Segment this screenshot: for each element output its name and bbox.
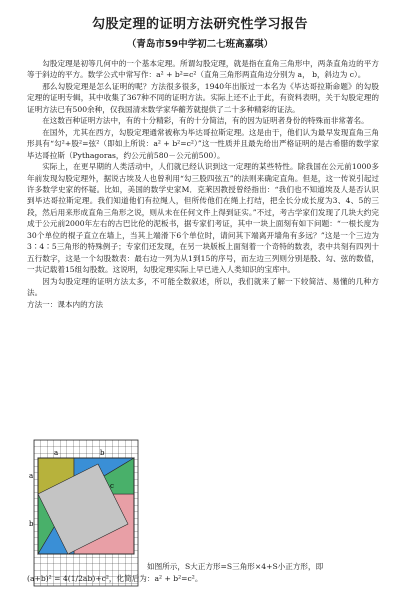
label-a-left: a [29, 472, 34, 480]
paragraph-transition: 因为勾股定理的证明方法太多，不可能全数叙述，所以，我们就来了解一下较简洁、易懂的几种方法。 [27, 276, 379, 298]
label-c-inner: c [110, 482, 114, 490]
method-one-label: 方法一：课本内的方法 [27, 299, 103, 309]
caption-line-2: (a+b)² = 4(1/2ab)+c²，化简后为：a² + b²=c²。 [27, 573, 203, 583]
paragraph-intro: 勾股定理是初等几何中的一个基本定理。所谓勾股定理，就是指在直角三角形中，两条直角边的平方等于斜边的平方。数学公式中常写作：a² + b²=c²（直角三角形两直角边分别为 a， b，斜边为 c）。 [27, 59, 379, 80]
paragraph-pythagoras: 在国外，尤其在西方，勾股定理通常被称为毕达哥拉斯定理。这是由于，他们认为最早发现直角三角形具有“勾²+股²=弦²（即如上所说：a² + b²=c²）”这一性质并且最先给出严格证明的是古希腊的数学家毕达哥拉斯（Pythagoras，约公元前580－公元前500）。 [27, 127, 379, 160]
caption-line-1: 如图所示，S大正方形=S三角形×4+S小正方形，即 [147, 562, 324, 571]
label-b-left: b [29, 520, 34, 528]
report-author: （青岛市59中学初二七班高嘉琪） [126, 39, 274, 50]
label-b-top: b [100, 449, 105, 457]
label-a-top: a [54, 449, 59, 457]
paragraph-methods-count: 那么勾股定理是怎么证明的呢？方法很多很多，1940年出版过一本名为《毕达哥拉斯命题》的勾股定理的证明专辑，其中收集了367种不同的证明方法。实际上还不止于此，有资料表明，关于勾股定理的证明方法已有500余种，仅我国清末数学家华蘅芳就提供了二十多种精彩的证法。 [27, 81, 379, 114]
paragraph-famous-proofs: 在这数百种证明方法中，有的十分精彩，有的十分简洁，有的因为证明者身份的特殊而非常著名。 [42, 116, 369, 126]
report-body [27, 58, 379, 310]
figure-caption [27, 561, 379, 584]
report-title: 勾股定理的证明方法研究性学习报告 [91, 17, 308, 32]
paragraph-history: 实际上，在更早期的人类活动中，人们就已经认识到这一定理的某些特性。除我国在公元前1000多年前发现勾股定理外，据说古埃及人也曾利用“勾三股四弦五”的法则来确定直角。但是，这一传说引起过许多数学史家的怀疑。比如，美国的数学史家M．克莱因教授曾经指出：“我们也不知道埃及人是否认识到毕达哥拉斯定理。我们知道他们有拉绳人，但所传他们在绳上打结，把全长分成长度为3、4、5的三段，然后用来形成直角三角形之说，则从未在任何文件上得到证实。”不过，考古学家们发现了几块大约完成于公元前2000年左右的古巴比伦的泥板书，据专家们考证，其中一块上面刻有如下问题：“一根长度为30个单位的棍子直立在墙上，当其上端滑下6个单位时，请问其下端离开墙角有多远？”这是一个三边为3∶4∶5三角形的特殊例子；专家们还发现，在另一块版板上面刻着一个奇特的数表，表中共刻有四列十五行数字，这是一个勾股数表：最右边一列为从1到15的序号，而左边三列则分别是股、勾、弦的数值，一共记载着15组勾股数。这说明，勾股定理实际上早已进入人类知识的宝库中。 [27, 162, 379, 275]
